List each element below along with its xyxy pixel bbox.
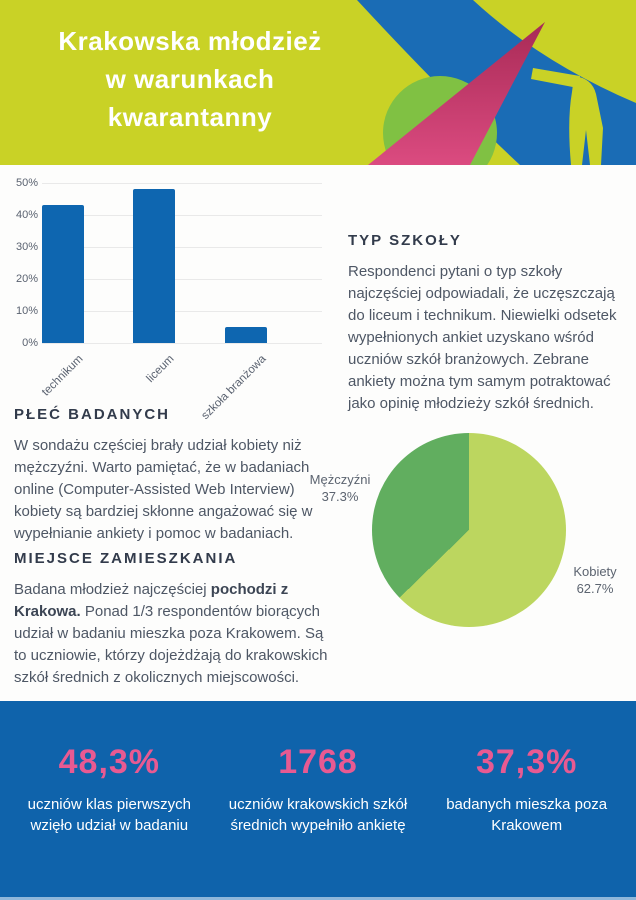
y-axis-tick: 50%	[15, 177, 38, 189]
pie-label-mezczyzni	[300, 471, 380, 505]
section-miejsce-zamieszkania	[14, 550, 334, 689]
pie-label-kobiety	[555, 563, 635, 597]
x-axis-label: liceum	[144, 353, 177, 385]
stat-surveys-filled	[214, 743, 423, 900]
section-plec-badanych	[14, 406, 334, 545]
section-heading-plec-badanych: PŁEĆ BADANYCH	[14, 406, 171, 423]
pie-label-value: 62.7%	[576, 581, 614, 596]
gridline	[42, 215, 322, 216]
section-heading-typ-szkoly: TYP SZKOŁY	[348, 232, 462, 249]
stat-value: 37,3%	[475, 743, 578, 781]
page-title	[0, 22, 380, 136]
stat-value: 48,3%	[58, 743, 161, 781]
body-text-normal: Ponad 1/3 respondentów biorących udział w badaniu mieszka poza Krakowem. Są to uczniowie, którzy dojeżdżają do krakowskich szkół średnich z okolicznych miejscowości.	[14, 603, 328, 686]
bar-chart-plot	[42, 183, 322, 343]
stat-value: 1768	[278, 743, 358, 781]
gender-pie-chart	[372, 433, 566, 627]
stat-caption: badanych mieszka poza Krakowem	[446, 796, 608, 834]
pie-label-name: Mężczyźni	[309, 472, 371, 487]
y-axis-tick: 0%	[22, 337, 38, 349]
bar-technikum	[42, 205, 84, 343]
y-axis-tick: 10%	[15, 305, 38, 317]
section-typ-szkoly	[348, 232, 632, 415]
y-axis-tick: 40%	[15, 209, 38, 221]
pie-label-name: Kobiety	[573, 564, 617, 579]
stat-caption: uczniów krakowskich szkół średnich wypełniło ankietę	[228, 796, 408, 834]
page-title-line-2: w warunkach	[105, 64, 275, 94]
section-heading-miejsce-zamieszkania: MIEJSCE ZAMIESZKANIA	[14, 550, 238, 567]
body-text-normal: Badana młodzież najczęściej	[14, 581, 211, 598]
page-title-line-1: Krakowska młodzież	[58, 26, 322, 56]
x-axis-label: technikum	[39, 353, 86, 399]
header-banner	[0, 0, 636, 165]
gridline	[42, 343, 322, 344]
gridline	[42, 279, 322, 280]
section-body-miejsce-zamieszkania	[14, 579, 334, 689]
stat-first-year-students	[5, 743, 214, 900]
section-body-plec-badanych: W sondażu częściej brały udział kobiety niż mężczyźni. Warto pamiętać, że w badaniach online (Computer-Assisted Web Interview) kobiety są bardziej skłonne angażować się w wypełnianie ankiety i pomoc w badaniach.	[14, 437, 313, 542]
stats-banner	[0, 701, 636, 900]
school-type-bar-chart	[8, 175, 338, 423]
gridline	[42, 247, 322, 248]
x-axis-label: szkoła branżowa	[199, 353, 269, 423]
bar-szkoła branżowa	[225, 327, 267, 343]
bar-liceum	[133, 189, 175, 343]
pie-label-value: 37.3%	[321, 489, 359, 504]
stat-caption: uczniów klas pierwszych wzięło udział w badaniu	[27, 796, 192, 834]
gridline	[42, 311, 322, 312]
body-text-bold: pochodzi z Krakowa.	[14, 581, 289, 620]
stat-outside-krakow	[422, 743, 631, 900]
y-axis-tick: 20%	[15, 273, 38, 285]
page-title-line-3: kwarantanny	[107, 102, 273, 132]
y-axis-tick: 30%	[15, 241, 38, 253]
section-body-typ-szkoly: Respondenci pytani o typ szkoły najczęściej odpowiadali, że uczęszczają do liceum i technikum. Niewielki odsetek wypełnionych ankiet uzyskano wśród uczniów szkół branżowych. Zebrane ankiety można tym samym potraktować jako opinię młodzieży szkół średnich.	[348, 263, 617, 412]
gridline	[42, 183, 322, 184]
